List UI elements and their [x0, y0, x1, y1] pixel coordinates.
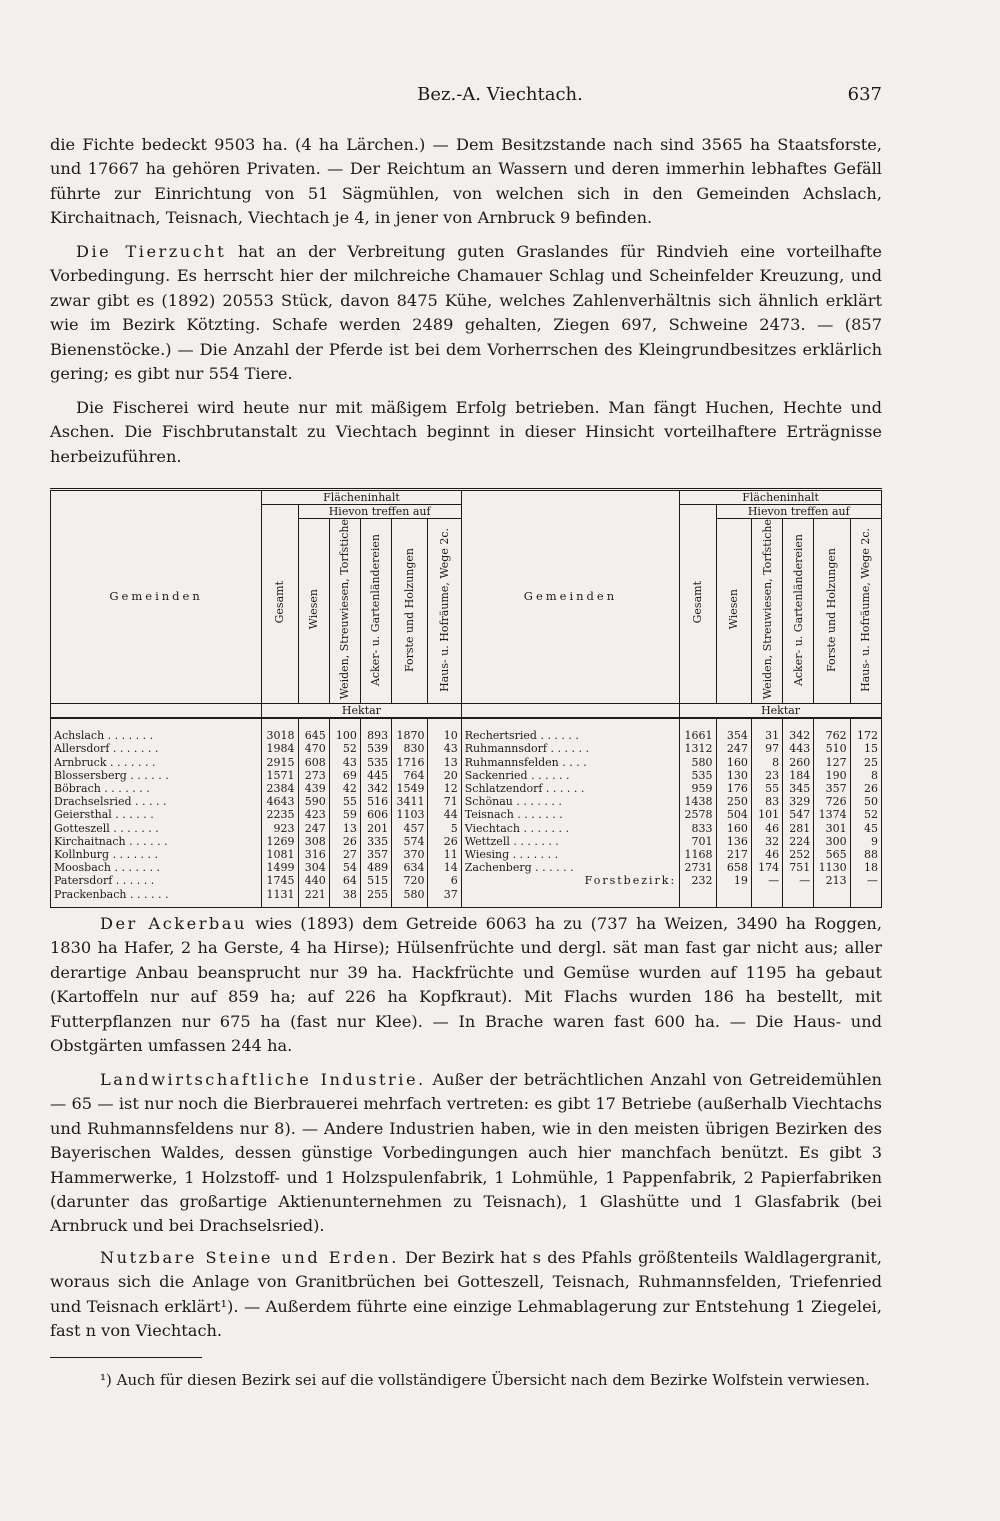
value-haus: 43 [428, 742, 461, 755]
value-weiden: 59 [329, 808, 360, 821]
value-wiesen: 247 [716, 742, 751, 755]
section-lead: Landwirtschaftliche Industrie. [100, 1070, 426, 1089]
value-weiden: 174 [751, 861, 782, 874]
running-header: Bez.-A. Viechtach. [417, 84, 583, 105]
value-wiesen: 504 [716, 808, 751, 821]
value-forste: 580 [392, 888, 428, 908]
value-gesamt: 4643 [262, 795, 298, 808]
value-forste: 764 [392, 769, 428, 782]
value-forste: 457 [392, 822, 428, 835]
paragraph-livestock [50, 240, 882, 386]
value-wiesen: 354 [716, 718, 751, 742]
value-weiden: 101 [751, 808, 782, 821]
header-gesamt: Gesamt [262, 505, 298, 704]
table-row [51, 718, 882, 742]
value-acker: 515 [360, 874, 391, 887]
value-gesamt: 959 [680, 782, 716, 795]
section-lead: Der Ackerbau [100, 914, 247, 933]
value-gesamt: 1438 [680, 795, 716, 808]
paragraph-forests [50, 133, 882, 231]
value-acker: — [783, 874, 814, 887]
value-forste: 301 [814, 822, 850, 835]
value-gesamt: 833 [680, 822, 716, 835]
value-acker: 357 [360, 848, 391, 861]
value-gesamt: 2384 [262, 782, 298, 795]
value-forste: 1130 [814, 861, 850, 874]
value-weiden: 69 [329, 769, 360, 782]
value-haus: 44 [428, 808, 461, 821]
value-wiesen: 304 [298, 861, 329, 874]
header-weiden: Weiden, Streuwiesen, Torfstiche [329, 519, 360, 704]
value-wiesen: 160 [716, 822, 751, 835]
footnote: ¹) Auch für diesen Bezirk sei auf die vollständigere Übersicht nach dem Bezirke Wolfstein verwiesen. [100, 1371, 870, 1389]
value-gesamt: 2731 [680, 861, 716, 874]
table-row [51, 795, 882, 808]
header-weiden: Weiden, Streuwiesen, Torfstiche [751, 519, 782, 704]
value-wiesen: 247 [298, 822, 329, 835]
value-weiden: 13 [329, 822, 360, 835]
value-acker: 445 [360, 769, 391, 782]
value-forste: 370 [392, 848, 428, 861]
value-acker: 751 [783, 861, 814, 874]
section-lead: Nutzbare Steine und Erden. [100, 1248, 399, 1267]
value-forste [814, 888, 850, 908]
paragraph-text: wies (1893) dem Getreide 6063 ha zu (737 ha Weizen, 3490 ha Roggen, 1830 ha Hafer, 2 ha Gerste, 4 ha Hirse); Hülsenfrüchte und dergl. sät man fast gar nicht aus; aller derartige Anbau beansprucht nur 39 ha. Hackfrüchte und Gemüse wurden auf 1195 ha gebaut (Kartoffeln nur auf 859 ha; auf 226 ha Kopfkraut). Mit Flachs wurden 186 ha bestellt, mit Futterpflanzen nur 675 ha (fast nur Klee). — In Brache waren fast 600 ha. — Die Haus- und Obstgärten umfassen 244 ha. [50, 914, 882, 1056]
municipality-name: Wettzell . . . . . . . [461, 835, 679, 848]
value-gesamt: 2578 [680, 808, 716, 821]
value-gesamt [680, 888, 716, 908]
header-wiesen: Wiesen [716, 519, 751, 704]
value-haus: 11 [428, 848, 461, 861]
value-forste: 574 [392, 835, 428, 848]
value-forste: 1374 [814, 808, 850, 821]
value-acker: 335 [360, 835, 391, 848]
table-row [51, 835, 882, 848]
table-row [51, 808, 882, 821]
value-weiden: 23 [751, 769, 782, 782]
value-forste: 510 [814, 742, 850, 755]
value-forste: 300 [814, 835, 850, 848]
municipality-name: Arnbruck . . . . . . . [51, 756, 262, 769]
value-weiden: 54 [329, 861, 360, 874]
value-gesamt: 1312 [680, 742, 716, 755]
header-gemeinden: Gemeinden [461, 490, 679, 704]
municipality-name: Patersdorf . . . . . . [51, 874, 262, 887]
value-gesamt: 2235 [262, 808, 298, 821]
value-wiesen: 658 [716, 861, 751, 874]
value-gesamt: 1168 [680, 848, 716, 861]
value-wiesen: 440 [298, 874, 329, 887]
value-acker: 547 [783, 808, 814, 821]
value-acker: 260 [783, 756, 814, 769]
value-wiesen: 308 [298, 835, 329, 848]
value-haus: 14 [428, 861, 461, 874]
value-wiesen: 470 [298, 742, 329, 755]
value-acker: 342 [360, 782, 391, 795]
value-haus: — [850, 874, 881, 887]
value-wiesen: 19 [716, 874, 751, 887]
table-row [51, 888, 882, 908]
value-acker: 281 [783, 822, 814, 835]
paragraph-text: hat an der Verbreitung guten Graslandes für Rindvieh eine vorteilhafte Vorbedingung. Es herrscht hier der milchreiche Chamauer Schlag und Scheinfelder Kreuzung, und zwar gibt es (1892) 20553 Stück, davon 8475 Kühe, welches Zahlenverhältnis sich ähnlich erklärt wie im Bezirk Kötzting. Schafe werden 2489 gehalten, Ziegen 697, Schweine 2473. — (857 Bienenstöcke.) — Die Anzahl der Pferde ist bei dem Vorherrschen des Kleingrundbesitzes erklärlich gering; es gibt nur 554 Tiere. [50, 242, 883, 384]
value-forste: 357 [814, 782, 850, 795]
header-forste: Forste und Holzungen [392, 519, 428, 704]
value-acker: 342 [783, 718, 814, 742]
paragraph-text: Der Bezirk hat s des Pfahls größtenteils Waldlagergranit, woraus sich die Anlage von Granitbrüchen bei Gotteszell, Teisnach, Ruhmannsfelden, Triefenried und Teisnach erklärt¹). — Außerdem führte eine einzige Lehmablagerung zur Entstehung 1 Ziegelei, fast n von Viechtach. [50, 1248, 882, 1341]
value-haus: 71 [428, 795, 461, 808]
header-hievon: Hievon treffen auf [716, 505, 881, 519]
value-forste: 762 [814, 718, 850, 742]
value-weiden: 100 [329, 718, 360, 742]
value-haus: 9 [850, 835, 881, 848]
municipality-name: Drachselsried . . . . . [51, 795, 262, 808]
header-acker: Acker- u. Gartenländereien [783, 519, 814, 704]
value-forste: 1716 [392, 756, 428, 769]
value-wiesen: 423 [298, 808, 329, 821]
value-wiesen [716, 888, 751, 908]
value-haus: 26 [850, 782, 881, 795]
value-gesamt: 1745 [262, 874, 298, 887]
value-haus: 18 [850, 861, 881, 874]
value-acker: 539 [360, 742, 391, 755]
paragraph-stones [50, 1246, 882, 1344]
value-haus: 6 [428, 874, 461, 887]
value-forste: 1549 [392, 782, 428, 795]
land-use-table [50, 488, 882, 908]
value-gesamt: 2915 [262, 756, 298, 769]
value-wiesen: 221 [298, 888, 329, 908]
value-haus: 172 [850, 718, 881, 742]
value-gesamt: 1984 [262, 742, 298, 755]
municipality-name: Forstbezirk: [461, 874, 679, 887]
value-gesamt: 535 [680, 769, 716, 782]
value-forste: 726 [814, 795, 850, 808]
municipality-name: Rechertsried . . . . . . [461, 718, 679, 742]
municipality-name: Böbrach . . . . . . . [51, 782, 262, 795]
value-weiden: 55 [751, 782, 782, 795]
municipality-name: Blossersberg . . . . . . [51, 769, 262, 782]
header-spacer [461, 703, 679, 718]
value-acker: 443 [783, 742, 814, 755]
value-gesamt: 1571 [262, 769, 298, 782]
municipality-name: Kollnburg . . . . . . . [51, 848, 262, 861]
value-weiden: 27 [329, 848, 360, 861]
value-haus: 13 [428, 756, 461, 769]
value-wiesen: 176 [716, 782, 751, 795]
value-weiden: 64 [329, 874, 360, 887]
table-row [51, 769, 882, 782]
value-haus: 37 [428, 888, 461, 908]
value-haus: 15 [850, 742, 881, 755]
value-weiden: 32 [751, 835, 782, 848]
value-haus: 12 [428, 782, 461, 795]
value-weiden: 42 [329, 782, 360, 795]
municipality-name: Achslach . . . . . . . [51, 718, 262, 742]
header-forste: Forste und Holzungen [814, 519, 850, 704]
value-acker: 184 [783, 769, 814, 782]
municipality-name: Kirchaitnach . . . . . . [51, 835, 262, 848]
header-unit: Hektar [262, 703, 462, 718]
value-weiden: 31 [751, 718, 782, 742]
value-acker: 255 [360, 888, 391, 908]
value-wiesen: 645 [298, 718, 329, 742]
value-forste: 3411 [392, 795, 428, 808]
municipality-name: Zachenberg . . . . . . [461, 861, 679, 874]
municipality-name: Wiesing . . . . . . . [461, 848, 679, 861]
value-haus: 50 [850, 795, 881, 808]
municipality-name: Schlatzendorf . . . . . . [461, 782, 679, 795]
value-wiesen: 130 [716, 769, 751, 782]
table-row [51, 874, 882, 887]
value-weiden: 97 [751, 742, 782, 755]
value-haus: 20 [428, 769, 461, 782]
table-row [51, 861, 882, 874]
value-weiden: — [751, 874, 782, 887]
value-haus: 8 [850, 769, 881, 782]
value-acker: 345 [783, 782, 814, 795]
value-acker: 489 [360, 861, 391, 874]
value-weiden: 52 [329, 742, 360, 755]
value-gesamt: 1269 [262, 835, 298, 848]
header-hievon: Hievon treffen auf [298, 505, 461, 519]
value-forste: 830 [392, 742, 428, 755]
value-wiesen: 273 [298, 769, 329, 782]
value-weiden: 26 [329, 835, 360, 848]
value-gesamt: 232 [680, 874, 716, 887]
table-row [51, 742, 882, 755]
value-gesamt: 580 [680, 756, 716, 769]
value-gesamt: 923 [262, 822, 298, 835]
value-acker: 224 [783, 835, 814, 848]
value-haus [850, 888, 881, 908]
value-weiden [751, 888, 782, 908]
municipality-name: Ruhmannsdorf . . . . . . [461, 742, 679, 755]
municipality-name: Allersdorf . . . . . . . [51, 742, 262, 755]
municipality-name: Gotteszell . . . . . . . [51, 822, 262, 835]
value-wiesen: 439 [298, 782, 329, 795]
municipality-name: Ruhmannsfelden . . . . [461, 756, 679, 769]
value-forste: 127 [814, 756, 850, 769]
value-acker: 893 [360, 718, 391, 742]
value-forste: 720 [392, 874, 428, 887]
value-haus: 10 [428, 718, 461, 742]
value-haus: 25 [850, 756, 881, 769]
value-gesamt: 1661 [680, 718, 716, 742]
value-haus: 45 [850, 822, 881, 835]
value-haus: 5 [428, 822, 461, 835]
header-gesamt: Gesamt [680, 505, 716, 704]
value-gesamt: 701 [680, 835, 716, 848]
table-row [51, 848, 882, 861]
value-weiden: 43 [329, 756, 360, 769]
paragraph-text: die Fichte bedeckt 9503 ha. (4 ha Lärchen.) — Dem Besitzstande nach sind 3565 ha Staatsforste, und 17667 ha gehören Privaten. — Der Reichtum an Wassern und deren immerhin lebhaftes Gefäll führte zur Einrichtung von 51 Sägmühlen, von welchen sich in den Gemeinden Achslach, Kirchaitnach, Teisnach, Viechtach je 4, in jener von Arnbruck 9 befinden. [50, 135, 882, 228]
municipality-name: Moosbach . . . . . . . [51, 861, 262, 874]
value-wiesen: 316 [298, 848, 329, 861]
page-number: 637 [847, 84, 882, 105]
value-gesamt: 1081 [262, 848, 298, 861]
value-gesamt: 1499 [262, 861, 298, 874]
value-acker: 516 [360, 795, 391, 808]
value-weiden: 38 [329, 888, 360, 908]
value-forste: 634 [392, 861, 428, 874]
value-forste: 1103 [392, 808, 428, 821]
value-weiden: 8 [751, 756, 782, 769]
value-weiden: 46 [751, 848, 782, 861]
municipality-name [461, 888, 679, 908]
value-wiesen: 590 [298, 795, 329, 808]
table-row [51, 782, 882, 795]
value-haus: 88 [850, 848, 881, 861]
header-unit: Hektar [680, 703, 882, 718]
value-acker: 201 [360, 822, 391, 835]
municipality-name: Teisnach . . . . . . . [461, 808, 679, 821]
value-forste: 565 [814, 848, 850, 861]
section-lead: Die Tierzucht [76, 242, 227, 261]
paragraph-text: Außer der beträchtlichen Anzahl von Getreidemühlen — 65 — ist nur noch die Bierbrauerei mehrfach vertreten: es gibt 17 Betriebe (außerhalb Viechtachs und Ruhmannsfeldens nur 8). — Andere Industrien haben, wie in den meisten übrigen Bezirken des Bayerischen Waldes, dessen günstige Vorbedingungen auch hier manchfach benützt. Es gibt 3 Hammerwerke, 1 Holzstoff- und 1 Holzspulenfabrik, 1 Lohmühle, 1 Pappenfabrik, 2 Papierfabriken (darunter das großartige Aktienunternehmen zu Teisnach), 1 Glashütte und 1 Glasfabrik (bei Arnbruck und bei Drachselsried). [50, 1070, 882, 1236]
value-acker [783, 888, 814, 908]
value-gesamt: 3018 [262, 718, 298, 742]
footnote-rule [50, 1357, 202, 1358]
value-weiden: 55 [329, 795, 360, 808]
value-wiesen: 136 [716, 835, 751, 848]
header-haus: Haus- u. Hofräume, Wege 2c. [850, 519, 881, 704]
value-gesamt: 1131 [262, 888, 298, 908]
value-forste: 213 [814, 874, 850, 887]
value-wiesen: 160 [716, 756, 751, 769]
value-weiden: 46 [751, 822, 782, 835]
value-acker: 606 [360, 808, 391, 821]
header-spacer [51, 703, 262, 718]
table-row [51, 756, 882, 769]
municipality-name: Schönau . . . . . . . [461, 795, 679, 808]
municipality-name: Sackenried . . . . . . [461, 769, 679, 782]
header-haus: Haus- u. Hofräume, Wege 2c. [428, 519, 461, 704]
value-haus: 26 [428, 835, 461, 848]
header-acker: Acker- u. Gartenländereien [360, 519, 391, 704]
municipality-name: Geiersthal . . . . . . [51, 808, 262, 821]
value-acker: 252 [783, 848, 814, 861]
header-flaecheninhalt: Flächeninhalt [680, 490, 882, 505]
municipality-name: Prackenbach . . . . . . [51, 888, 262, 908]
value-wiesen: 217 [716, 848, 751, 861]
value-forste: 190 [814, 769, 850, 782]
value-forste: 1870 [392, 718, 428, 742]
value-weiden: 83 [751, 795, 782, 808]
table-row [51, 822, 882, 835]
value-wiesen: 250 [716, 795, 751, 808]
municipality-name: Viechtach . . . . . . . [461, 822, 679, 835]
paragraph-text: Die Fischerei wird heute nur mit mäßigem Erfolg betrieben. Man fängt Huchen, Hechte und Aschen. Die Fischbrutanstalt zu Viechtach beginnt in dieser Hinsicht vorteilhaftere Erträgnisse herbeizuführen. [50, 398, 882, 466]
header-gemeinden: Gemeinden [51, 490, 262, 704]
header-wiesen: Wiesen [298, 519, 329, 704]
value-acker: 329 [783, 795, 814, 808]
header-flaecheninhalt: Flächeninhalt [262, 490, 462, 505]
value-acker: 535 [360, 756, 391, 769]
paragraph-agriculture [50, 912, 882, 1058]
paragraph-industry [50, 1068, 882, 1239]
paragraph-fishery [50, 396, 882, 469]
table-body [51, 718, 882, 907]
value-wiesen: 608 [298, 756, 329, 769]
value-haus: 52 [850, 808, 881, 821]
